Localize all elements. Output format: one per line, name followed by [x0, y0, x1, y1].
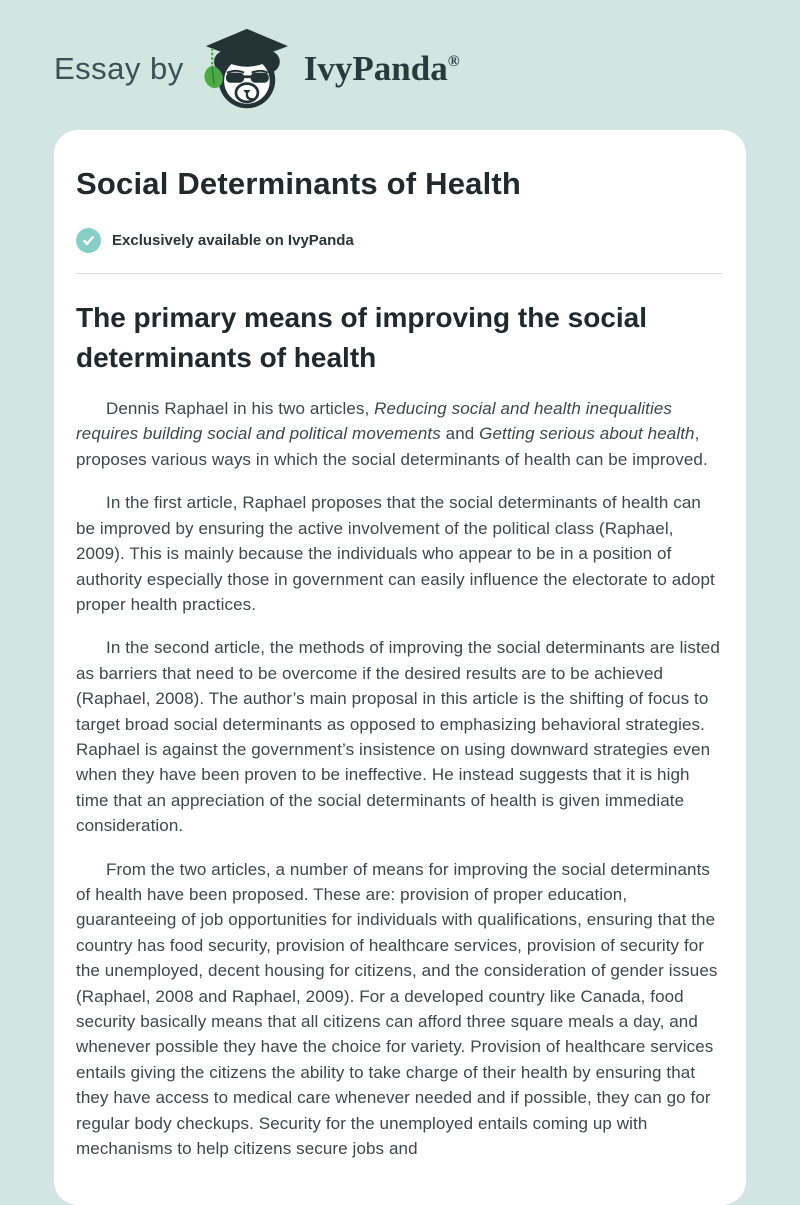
exclusive-badge-label: Exclusively available on IvyPanda	[112, 232, 354, 249]
registered-mark: ®	[447, 53, 460, 70]
panda-graduate-icon	[200, 27, 292, 111]
checkmark-icon	[76, 228, 101, 253]
essay-paragraph-2: In the first article, Raphael proposes that the social determinants of health can be improved by ensuring the active involvement of the political class (Raphael, 2009). This is mainly because the individuals who appear to be in a position of authority especially those in government can easily influence the electorate to adopt proper health practices.	[76, 493, 715, 614]
essay-card	[54, 130, 746, 1205]
essay-paragraph-4: From the two articles, a number of means for improving the social determinants of health have been proposed. These are: provision of proper education, guaranteeing of job opportunities for individuals with qualifications, ensuring that the country has food security, provision of healthcare services, provision of security for the unemployed, decent housing for citizens, and the consideration of gender issues (Raphael, 2008 and Raphael, 2009). For a developed country like Canada, food security basically means that all citizens can afford three square meals a day, and whenever possible they have the choice for variety. Provision of healthcare services entails giving the citizens the ability to take charge of their health by ensuring that they have access to medical care whenever needed and if possible, they can go for regular body checkups. Security for the unemployed entails coming up with mechanisms to help citizens secure jobs and	[76, 859, 718, 1159]
exclusive-badge	[76, 228, 722, 253]
header	[0, 0, 800, 130]
essay-by-label: Essay by	[54, 51, 184, 86]
section-heading: The primary means of improving the social determinants of health	[76, 302, 648, 374]
essay-paragraph-1: Dennis Raphael in his two articles, Reducing social and health inequalities requires building social and political movements and Getting serious about health, proposes various ways in which the social determinants of health can be improved.	[76, 399, 708, 469]
essay-paragraph-3: In the second article, the methods of improving the social determinants are listed as barriers that need to be overcome if the desired results are to be achieved (Raphael, 2008). The author’s main proposal in this article is the shifting of focus to target broad social determinants as opposed to emphasizing behavioral strategies. Raphael is against the government’s insistence on using downward strategies even when they have been proven to be ineffective. He instead suggests that it is high time that an appreciation of the social determinants of health is given immediate consideration.	[76, 638, 720, 836]
brand-name: IvyPanda	[303, 49, 448, 88]
brand-wordmark	[304, 49, 460, 89]
divider	[76, 273, 722, 274]
essay-title: Social Determinants of Health	[76, 166, 522, 201]
